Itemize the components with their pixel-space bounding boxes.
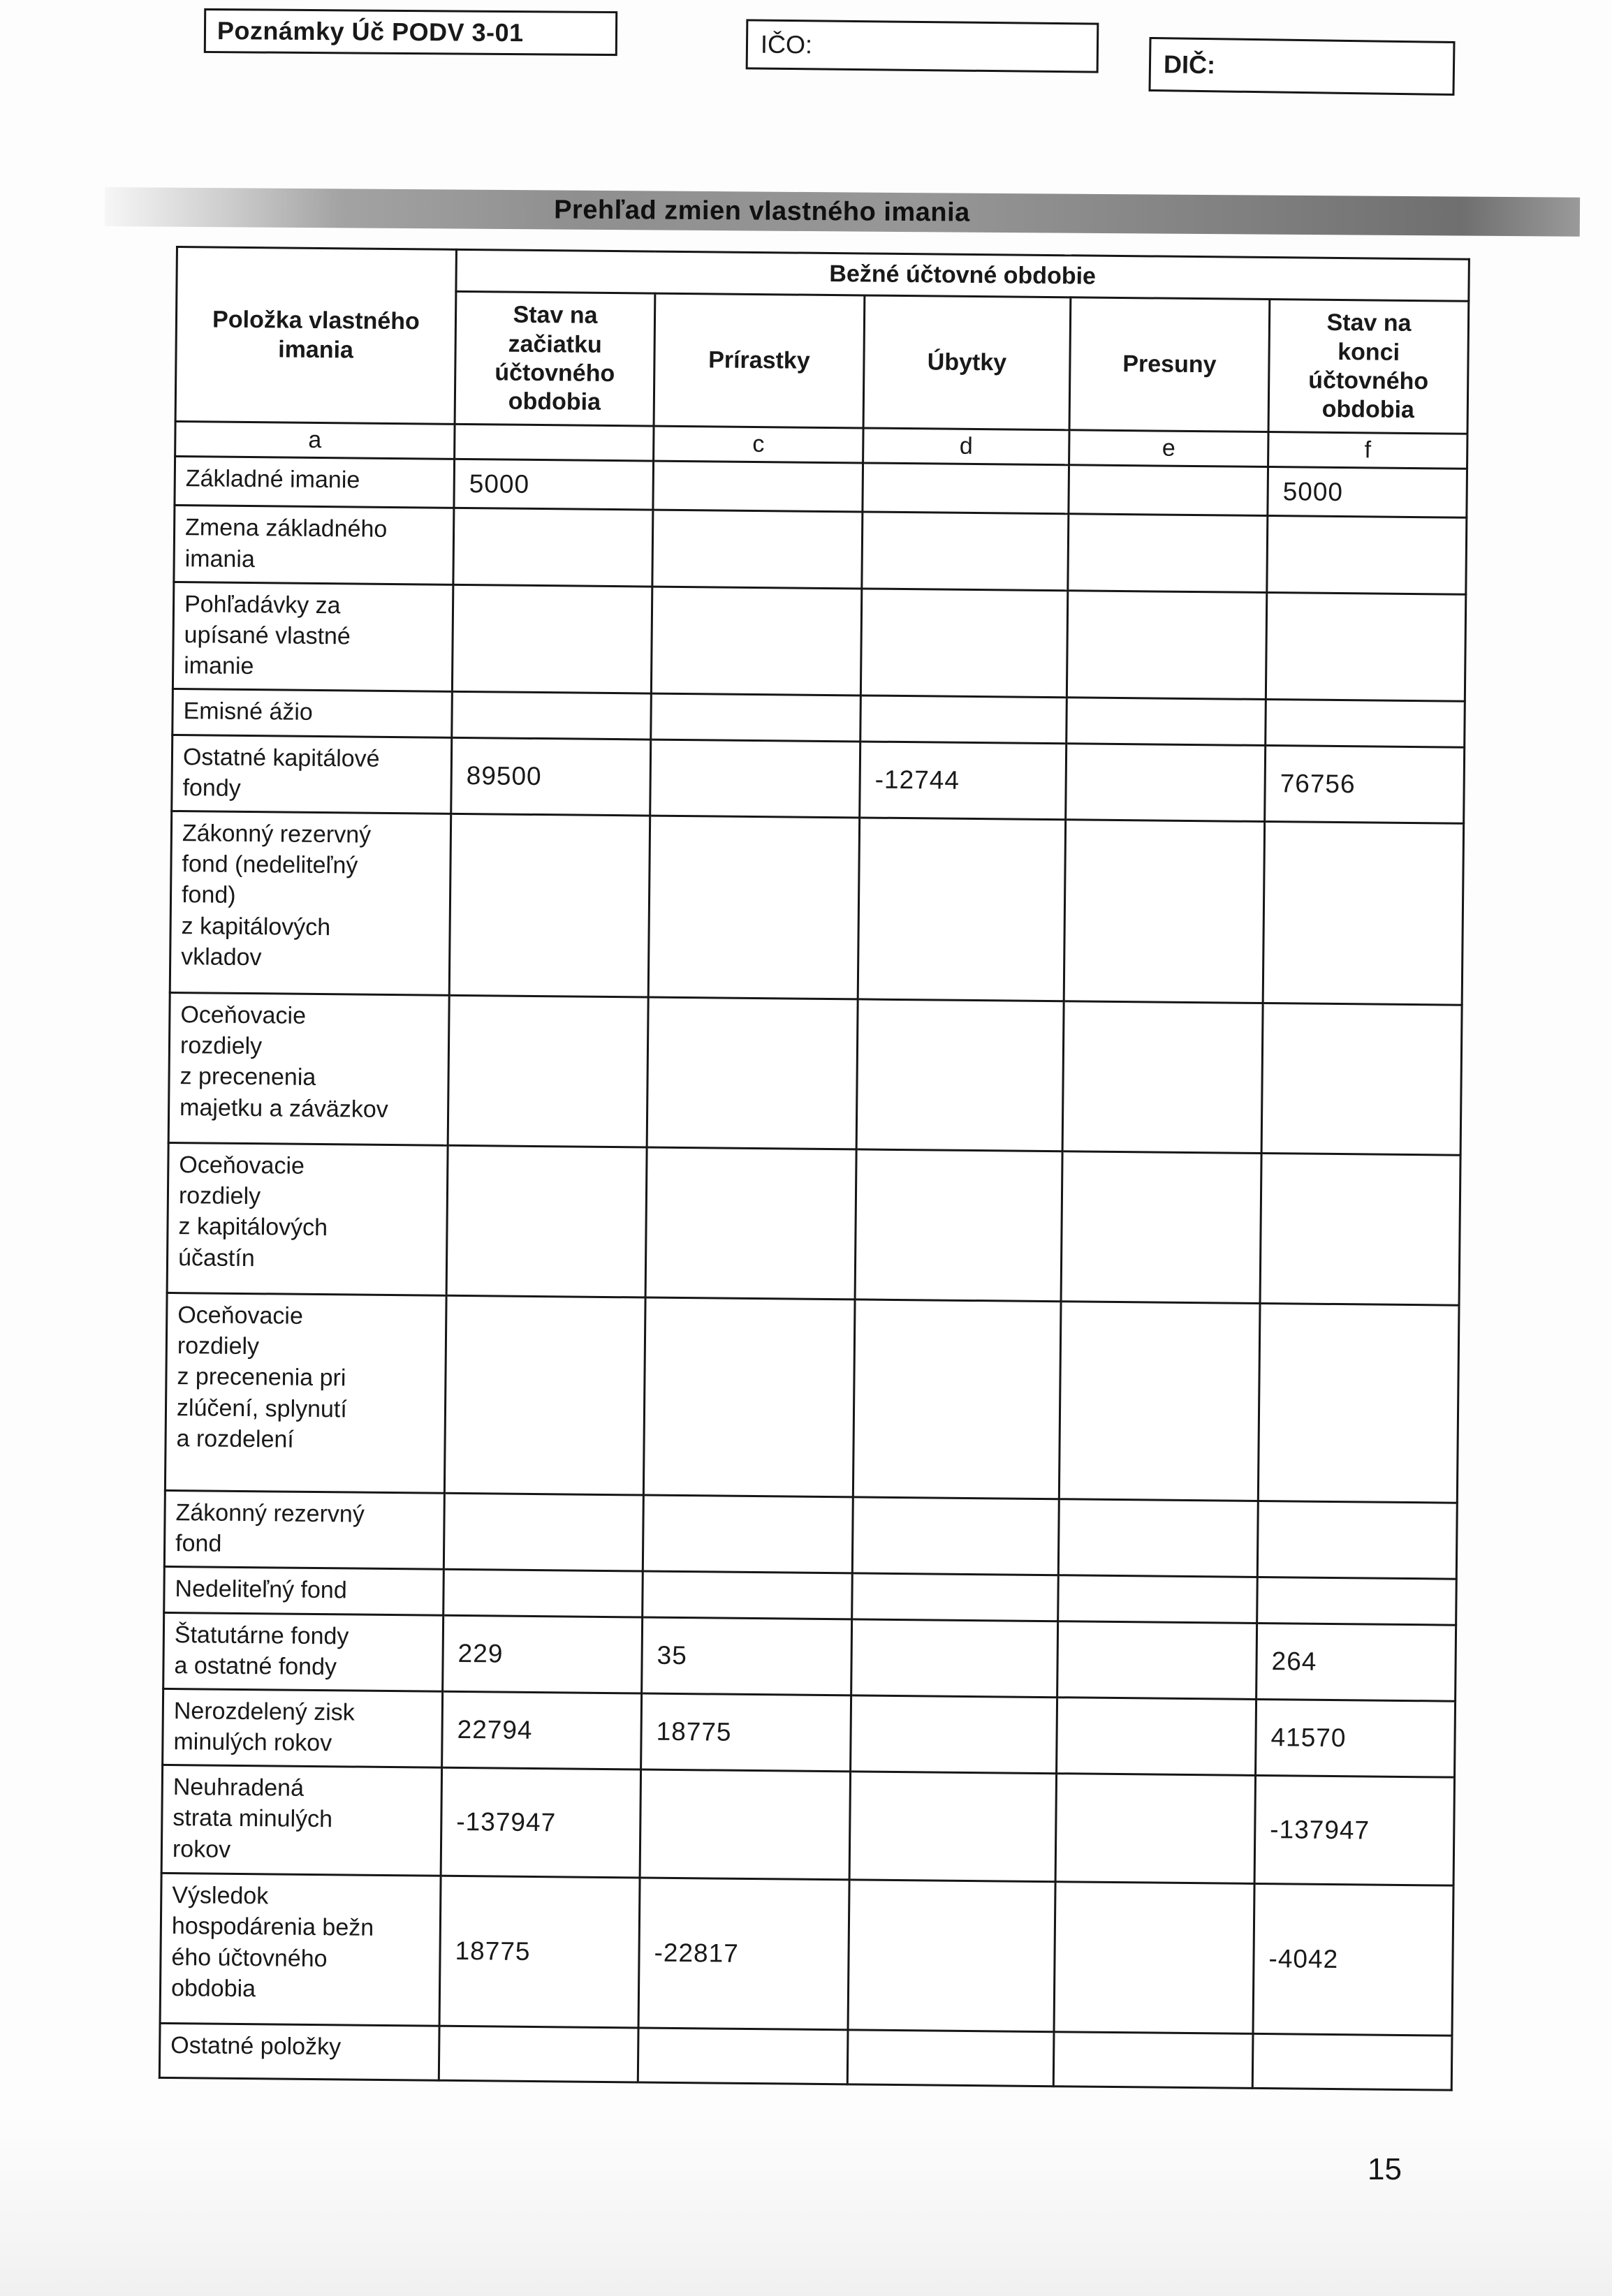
table-row [167,1142,1460,1305]
cell-transfers [1061,1151,1261,1304]
cell-end-balance [1266,592,1465,701]
cell-start-balance [444,1295,645,1495]
cell-transfers [1058,1499,1258,1577]
cell-start-balance: -137947 [441,1768,640,1878]
cell-increases [647,997,858,1149]
row-label: Zmena základného imania [174,506,454,584]
row-label: Oceňovacie rozdiely z precenenia pri zlúčení, splynutí a rozdelení [165,1293,446,1493]
row-label: Zákonný rezervný fond [164,1490,444,1569]
cell-end-balance: 41570 [1256,1699,1456,1777]
cell-decreases [847,2030,1054,2087]
row-label: Neuhradená strata minulých rokov [161,1765,441,1876]
table-row [164,1490,1457,1579]
letter-a: a [175,422,455,459]
cell-increases [651,587,861,696]
cell-increases [643,1571,853,1619]
cell-end-balance [1252,2034,1452,2091]
cell-start-balance [439,2026,638,2083]
cell-start-balance [449,814,650,997]
cell-start-balance: 18775 [439,1876,640,2029]
cell-transfers [1055,1774,1255,1884]
period-group-header: Bežné účtovné obdobie [456,249,1470,301]
equity-table-wrap [159,246,1470,2091]
cell-transfers [1054,1882,1254,2034]
row-label: Ostatné kapitálové fondy [172,735,452,814]
table-row [161,1765,1454,1886]
cell-start-balance [453,508,653,587]
row-label: Emisné ážio [173,689,453,737]
row-label: Štatutárne fondy a ostatné fondy [163,1612,444,1691]
cell-start-balance: 89500 [451,737,651,816]
table-row [163,1612,1456,1701]
table-row [159,2024,1452,2091]
cell-decreases [852,1573,1059,1621]
cell-decreases: -12744 [860,742,1067,820]
row-label: Základné imanie [175,457,455,508]
table-row [173,582,1465,701]
table-body [159,457,1467,2090]
form-code-label: Poznámky Úč PODV 3-01 [217,16,524,47]
cell-decreases [862,512,1069,590]
cell-end-balance: 76756 [1265,745,1465,823]
form-code-box [204,8,617,56]
cell-end-balance [1263,821,1464,1005]
row-label: Výsledok hospodárenia bežn ého účtovného obdobia [160,1874,441,2026]
col-header-increases: Prírastky [654,294,865,429]
cell-decreases [849,1772,1056,1882]
cell-increases [643,1495,853,1573]
table-row [165,1293,1459,1503]
row-label: Pohľadávky za upísané vlastné imanie [173,582,453,691]
letter-c: c [654,427,863,464]
cell-transfers [1057,1621,1257,1699]
table-row [168,992,1462,1155]
letter-e: e [1069,430,1268,467]
section-title: Prehľad zmien vlastného imania [554,194,970,228]
cell-increases [653,462,863,513]
table-row [163,1688,1456,1777]
row-label: Nerozdelený zisk minulých rokov [163,1688,443,1767]
cell-decreases [860,589,1067,698]
cell-end-balance: -4042 [1253,1884,1453,2036]
cell-end-balance [1258,1303,1459,1503]
cell-decreases [863,463,1069,514]
cell-increases: -22817 [638,1878,849,2030]
ico-label: IČO: [760,29,813,59]
cell-transfers [1053,2032,1253,2089]
cell-increases [638,2028,848,2084]
cell-transfers [1057,1698,1256,1776]
cell-transfers [1067,698,1266,745]
cell-end-balance [1267,516,1467,594]
cell-start-balance [444,1570,643,1617]
cell-end-balance: 5000 [1268,467,1467,518]
cell-decreases [851,1619,1058,1697]
cell-decreases [858,818,1065,1001]
cell-start-balance [452,584,652,693]
page-number: 15 [1368,2152,1402,2186]
col-header-decreases: Úbytky [863,295,1071,430]
cell-end-balance: -137947 [1254,1776,1455,1886]
cell-transfers [1062,1001,1263,1154]
dic-label: DIČ: [1163,50,1216,80]
cell-increases [645,1147,856,1300]
header-row-group [177,247,1470,302]
table-row [174,506,1467,594]
cell-increases [648,816,859,999]
cell-increases: 35 [642,1617,852,1695]
row-label: Oceňovacie rozdiely z kapitálových účastín [167,1142,448,1295]
letter-f: f [1268,432,1467,469]
section-title-bar [105,187,1580,237]
dic-field [1148,37,1455,96]
cell-decreases [852,1497,1059,1575]
cell-decreases [851,1695,1057,1774]
cell-increases [651,693,861,741]
cell-end-balance [1266,700,1465,747]
cell-transfers [1068,514,1268,592]
cell-transfers [1064,820,1264,1003]
row-label: Zákonný rezervný fond (nedeliteľný fond) z kapitálových vkladov [170,811,450,995]
cell-end-balance [1257,1501,1457,1579]
cell-decreases [860,696,1067,743]
cell-transfers [1067,591,1266,700]
row-label: Nedeliteľný fond [164,1567,444,1615]
cell-transfers [1059,1302,1260,1501]
cell-start-balance: 5000 [454,459,654,510]
cell-end-balance: 264 [1256,1623,1456,1701]
cell-start-balance: 22794 [442,1691,642,1769]
cell-decreases [848,1880,1055,2032]
cell-end-balance [1260,1153,1460,1305]
cell-increases: 18775 [641,1693,851,1772]
col-header-start-balance: Stav na začiatku účtovného obdobia [455,292,655,427]
row-label: Oceňovacie rozdiely z precenenia majetku a záväzkov [168,992,449,1145]
cell-start-balance [446,1145,647,1297]
cell-start-balance: 229 [443,1615,643,1693]
letter-b [455,425,654,462]
cell-increases [652,510,863,589]
cell-transfers [1066,743,1266,821]
cell-increases [643,1297,855,1497]
col-header-end-balance: Stav na konci účtovného obdobia [1268,300,1469,434]
cell-decreases [856,999,1064,1151]
table-row [172,735,1465,823]
table-row [170,811,1463,1005]
cell-transfers [1058,1575,1258,1623]
ico-field [746,19,1099,73]
equity-changes-table [159,246,1470,2091]
item-column-header: Položka vlastného imania [175,247,456,425]
cell-end-balance [1261,1003,1462,1155]
cell-increases [650,739,860,818]
cell-transfers [1069,465,1268,516]
letter-d: d [863,428,1069,465]
cell-start-balance [444,1493,643,1571]
cell-end-balance [1257,1577,1457,1625]
cell-increases [640,1769,850,1880]
row-label: Ostatné položky [159,2024,439,2081]
cell-decreases [853,1300,1061,1499]
cell-start-balance [452,692,652,739]
col-header-transfers: Presuny [1069,297,1270,432]
table-row [160,1874,1453,2036]
cell-start-balance [448,995,648,1147]
cell-decreases [855,1149,1062,1302]
